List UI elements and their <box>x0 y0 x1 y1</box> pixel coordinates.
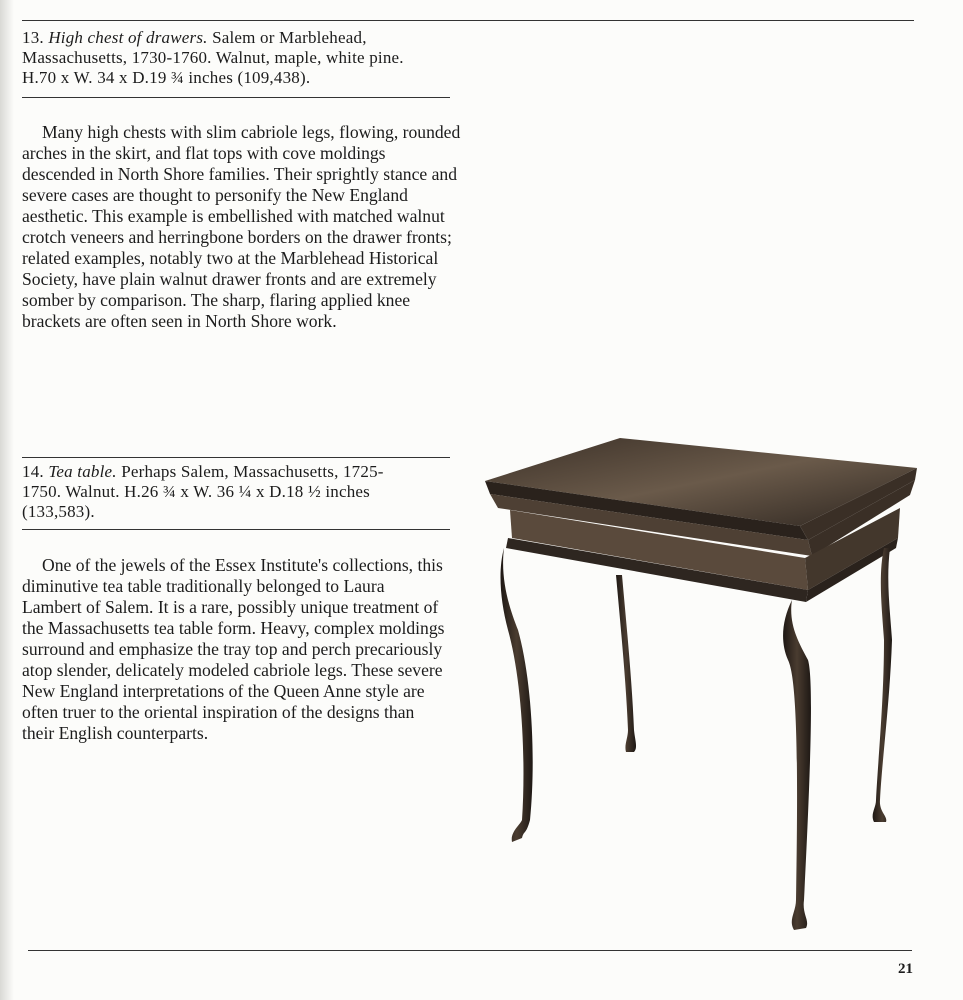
caption-14-number: 14. <box>22 462 44 481</box>
caption-14-title: Tea table. <box>48 462 117 481</box>
caption-14-top-rule <box>22 457 450 458</box>
caption-13-details: Salem or Marblehead, Massachusetts, 1730-1760. Walnut, maple, white pine. H.70 x W. 34 x D.19 ¾ inches (109,438). <box>22 28 404 87</box>
caption-14 <box>22 462 402 522</box>
caption-13-rule <box>22 97 450 98</box>
table-leg-back-left <box>616 575 636 752</box>
body-14-paragraph: One of the jewels of the Essex Institute's collections, this diminutive tea table traditionally belonged to Laura Lambert of Salem. It is a rare, possibly unique treatment of the Massachusetts tea table form. Heavy, complex moldings surround and emphasize the tray top and perch precariously atop slender, delicately modeled cabriole legs. These severe New England interpretations of the Queen Anne style are often truer to the oriental inspiration of the designs than their English counterparts. <box>22 555 445 743</box>
body-13 <box>22 122 462 332</box>
page-gutter-shadow <box>0 0 14 1000</box>
body-13-paragraph: Many high chests with slim cabriole legs, flowing, rounded arches in the skirt, and flat tops with cove moldings descended in North Shore families. Their sprightly stance and severe cases are thought to personify the New England aesthetic. This example is embellished with matched walnut crotch veneers and herringbone borders on the drawer fronts; related examples, notably two at the Marblehead Historical Society, have plain walnut drawer fronts and are extremely somber by comparison. The sharp, flaring applied knee brackets are often seen in North Shore work. <box>22 122 461 331</box>
tea-table-photo <box>470 380 930 950</box>
caption-14-rule <box>22 529 450 530</box>
caption-13-title: High chest of drawers. <box>48 28 208 47</box>
body-14 <box>22 555 447 744</box>
bottom-rule <box>28 950 912 951</box>
table-leg-back-right <box>873 548 892 822</box>
caption-13 <box>22 28 442 88</box>
caption-14-details: Perhaps Salem, Massachusetts, 1725-1750. Walnut. H.26 ¾ x W. 36 ¼ x D.18 ½ inches (133,583). <box>22 462 384 521</box>
top-rule <box>22 20 914 21</box>
table-leg-front-right <box>783 600 811 930</box>
caption-13-number: 13. <box>22 28 44 47</box>
page-number: 21 <box>898 961 913 977</box>
table-leg-front-left <box>501 548 533 842</box>
